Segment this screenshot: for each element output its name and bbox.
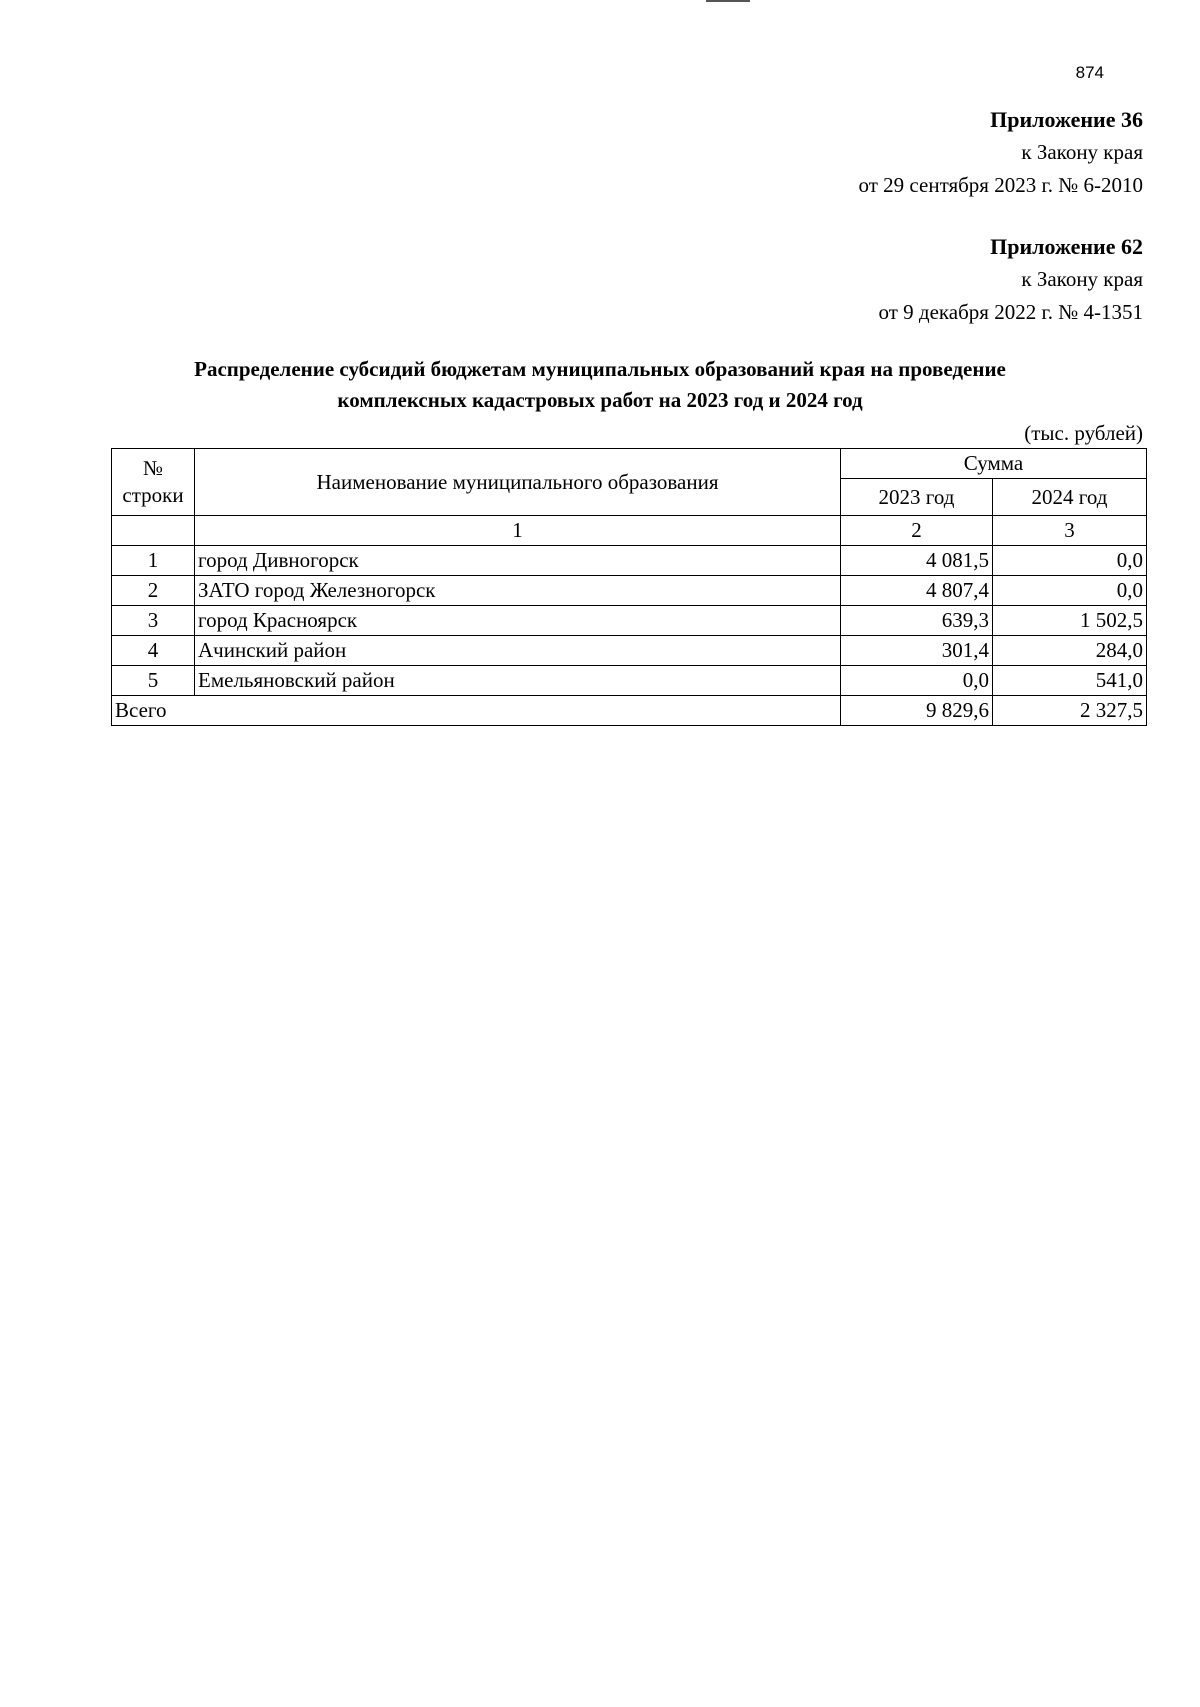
header-row-number	[112, 449, 195, 516]
document-title-line2: комплексных кадастровых работ на 2023 год и 2024 год	[337, 388, 863, 412]
header-year-2023: 2023 год	[841, 479, 993, 516]
municipality-name: Ачинский район	[195, 636, 841, 666]
row-number: 5	[112, 666, 195, 696]
column-number: 1	[195, 516, 841, 546]
municipality-name: ЗАТО город Железногорск	[195, 576, 841, 606]
column-numbers-row	[112, 516, 1147, 546]
municipality-name: город Дивногорск	[195, 546, 841, 576]
amount-2023: 0,0	[841, 666, 993, 696]
row-number: 2	[112, 576, 195, 606]
table-row	[112, 666, 1147, 696]
header-sum: Сумма	[841, 449, 1147, 479]
top-scan-line	[706, 0, 750, 2]
appendix-law-ref: к Закону края	[1021, 140, 1143, 164]
amount-2023: 4 081,5	[841, 546, 993, 576]
document-title-line1: Распределение субсидий бюджетам муниципальных образований края на проведение	[194, 357, 1006, 381]
amount-2024: 284,0	[993, 636, 1147, 666]
subsidy-table	[111, 448, 1147, 726]
row-number: 4	[112, 636, 195, 666]
units-label: (тыс. рублей)	[1024, 421, 1143, 445]
appendix-date: от 29 сентября 2023 г. № 6-2010	[858, 173, 1143, 197]
column-number	[112, 516, 195, 546]
table-row	[112, 576, 1147, 606]
page-number: 874	[1075, 63, 1104, 82]
amount-2023: 639,3	[841, 606, 993, 636]
header-year-2024: 2024 год	[993, 479, 1147, 516]
table-row	[112, 546, 1147, 576]
table-header-row	[112, 449, 1147, 479]
column-number: 3	[993, 516, 1147, 546]
amount-2023: 4 807,4	[841, 576, 993, 606]
amount-2024: 1 502,5	[993, 606, 1147, 636]
row-number: 3	[112, 606, 195, 636]
total-2023: 9 829,6	[841, 696, 993, 726]
row-number: 1	[112, 546, 195, 576]
amount-2024: 541,0	[993, 666, 1147, 696]
amount-2024: 0,0	[993, 576, 1147, 606]
table-total-row	[112, 696, 1147, 726]
table-row	[112, 606, 1147, 636]
appendix-block-36	[859, 103, 1143, 202]
municipality-name: город Красноярск	[195, 606, 841, 636]
appendix-title: Приложение 36	[990, 107, 1143, 132]
header-num-word: строки	[122, 483, 184, 507]
total-label: Всего	[112, 696, 841, 726]
total-2024: 2 327,5	[993, 696, 1147, 726]
appendix-title: Приложение 62	[990, 234, 1143, 259]
municipality-name: Емельяновский район	[195, 666, 841, 696]
amount-2023: 301,4	[841, 636, 993, 666]
column-number: 2	[841, 516, 993, 546]
appendix-date: от 9 декабря 2022 г. № 4-1351	[878, 300, 1143, 324]
table-row	[112, 636, 1147, 666]
document-title	[100, 354, 1100, 416]
header-num-symbol: №	[142, 456, 164, 480]
appendix-law-ref: к Закону края	[1021, 267, 1143, 291]
header-name: Наименование муниципального образования	[195, 449, 841, 516]
appendix-block-62	[879, 230, 1143, 329]
amount-2024: 0,0	[993, 546, 1147, 576]
